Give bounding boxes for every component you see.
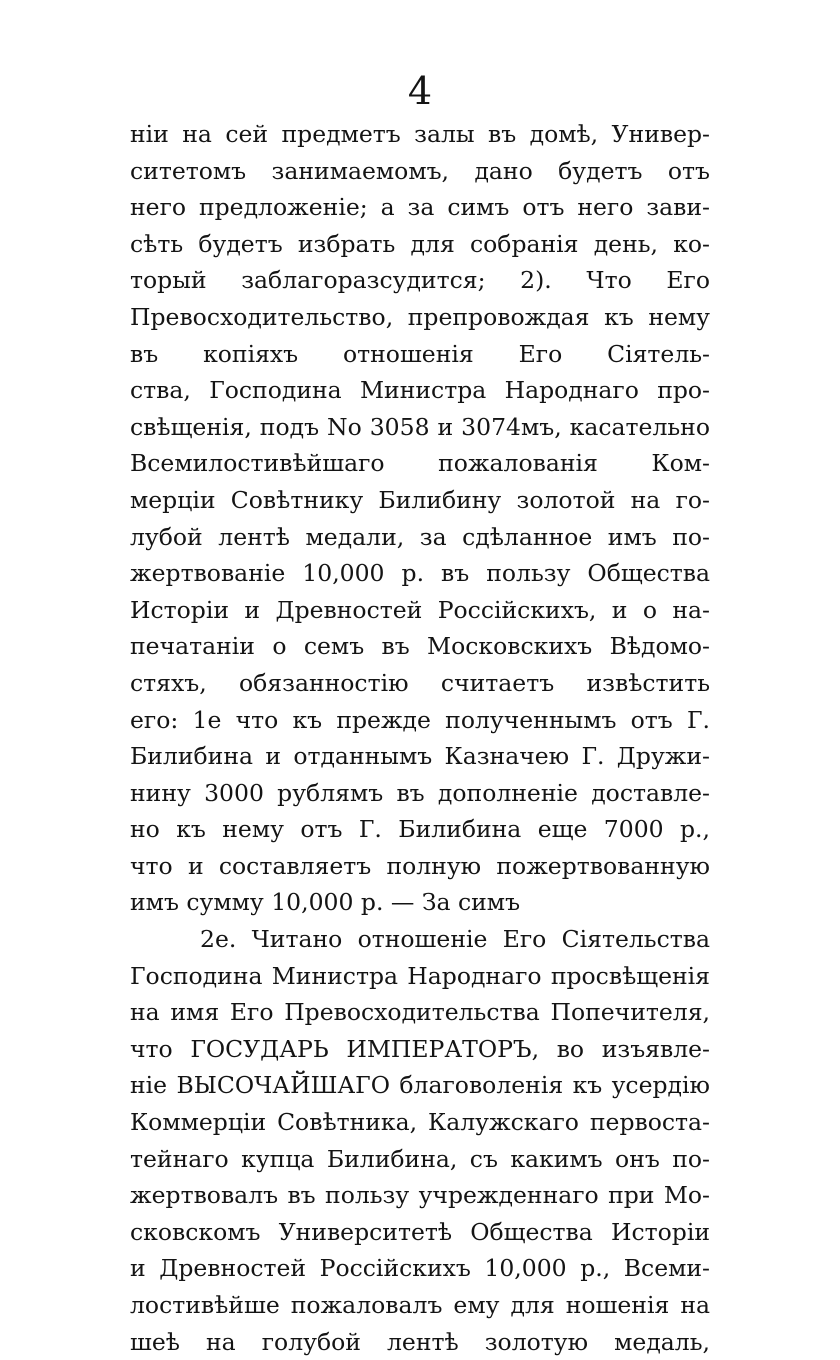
text-line: Коммерціи Совѣтника, Калужскаго первоста- [130, 1108, 710, 1137]
text-line: Исторіи и Древностей Россійскихъ, и о на- [130, 595, 710, 624]
text-line: Господина Министра Народнаго просвѣщенія [130, 961, 710, 990]
text-line: и Древностей Россійскихъ 10,000 р., Всеми- [130, 1254, 710, 1283]
paragraph-start-line: 2е. Читано отношеніе Его Сіятельства [200, 925, 710, 954]
text-line: него предложеніе; а за симъ отъ него зави- [130, 193, 710, 222]
text-line: мерціи Совѣтнику Билибину золотой на го- [130, 485, 710, 514]
text-line: ства, Господина Министра Народнаго про- [130, 376, 710, 405]
body-text [130, 116, 710, 1360]
page-number: 4 [407, 69, 433, 113]
text-line: ситетомъ занимаемомъ, дано будетъ отъ [130, 156, 710, 185]
text-line: печатаніи о семъ въ Московскихъ Вѣдомо- [130, 632, 710, 661]
text-line: ніи на сей предметъ залы въ домѣ, Универ- [130, 120, 710, 148]
text-line: его: 1е что къ прежде полученнымъ отъ Г. [130, 705, 710, 734]
text-line: жертвованіе 10,000 р. въ пользу Общества [130, 559, 710, 588]
text-line: стяхъ, обязанностію считаетъ извѣстить [130, 668, 710, 697]
text-line: жертвовалъ въ пользу учрежденнаго при Мо- [130, 1181, 710, 1210]
text-line: ніе ВЫСОЧАЙШАГО благоволенія къ усердію [130, 1071, 710, 1100]
text-line: на имя Его Превосходительства Попечителя, [130, 998, 710, 1027]
text-line: нину 3000 рублямъ въ дополненіе доставле- [130, 778, 710, 807]
text-line: что и составляетъ полную пожертвованную [130, 851, 710, 880]
text-line: шеѣ на голубой лентѣ золотую медаль, [130, 1327, 710, 1356]
text-line: но къ нему отъ Г. Билибина еще 7000 р., [130, 815, 710, 844]
text-line: что ГОСУДАРЬ ИМПЕРАТОРЪ, во изъявле- [130, 1034, 710, 1063]
text-line: въ копіяхъ отношенія Его Сіятель- [130, 339, 710, 368]
text-line: свѣщенія, подъ No 3058 и 3074мъ, касательно [130, 412, 710, 441]
text-line: лостивѣйше пожаловалъ ему для ношенія на [130, 1291, 710, 1319]
text-line: торый заблагоразсудится; 2). Что Его [130, 266, 710, 295]
text-line: Всемилостивѣйшаго пожалованія Ком- [130, 449, 710, 478]
text-line: Превосходительство, препровождая къ нему [130, 302, 710, 331]
text-line: лубой лентѣ медали, за сдѣланное имъ по- [130, 522, 710, 551]
text-line: тейнаго купца Билибина, съ какимъ онъ по- [130, 1144, 710, 1173]
text-line: сковскомъ Университетѣ Общества Исторіи [130, 1217, 710, 1246]
text-line: имъ сумму 10,000 р. — За симъ [130, 888, 521, 917]
text-line: Билибина и отданнымъ Казначею Г. Дружи- [130, 742, 710, 771]
text-line: сѣть будетъ избрать для собранія день, ко- [130, 229, 710, 258]
